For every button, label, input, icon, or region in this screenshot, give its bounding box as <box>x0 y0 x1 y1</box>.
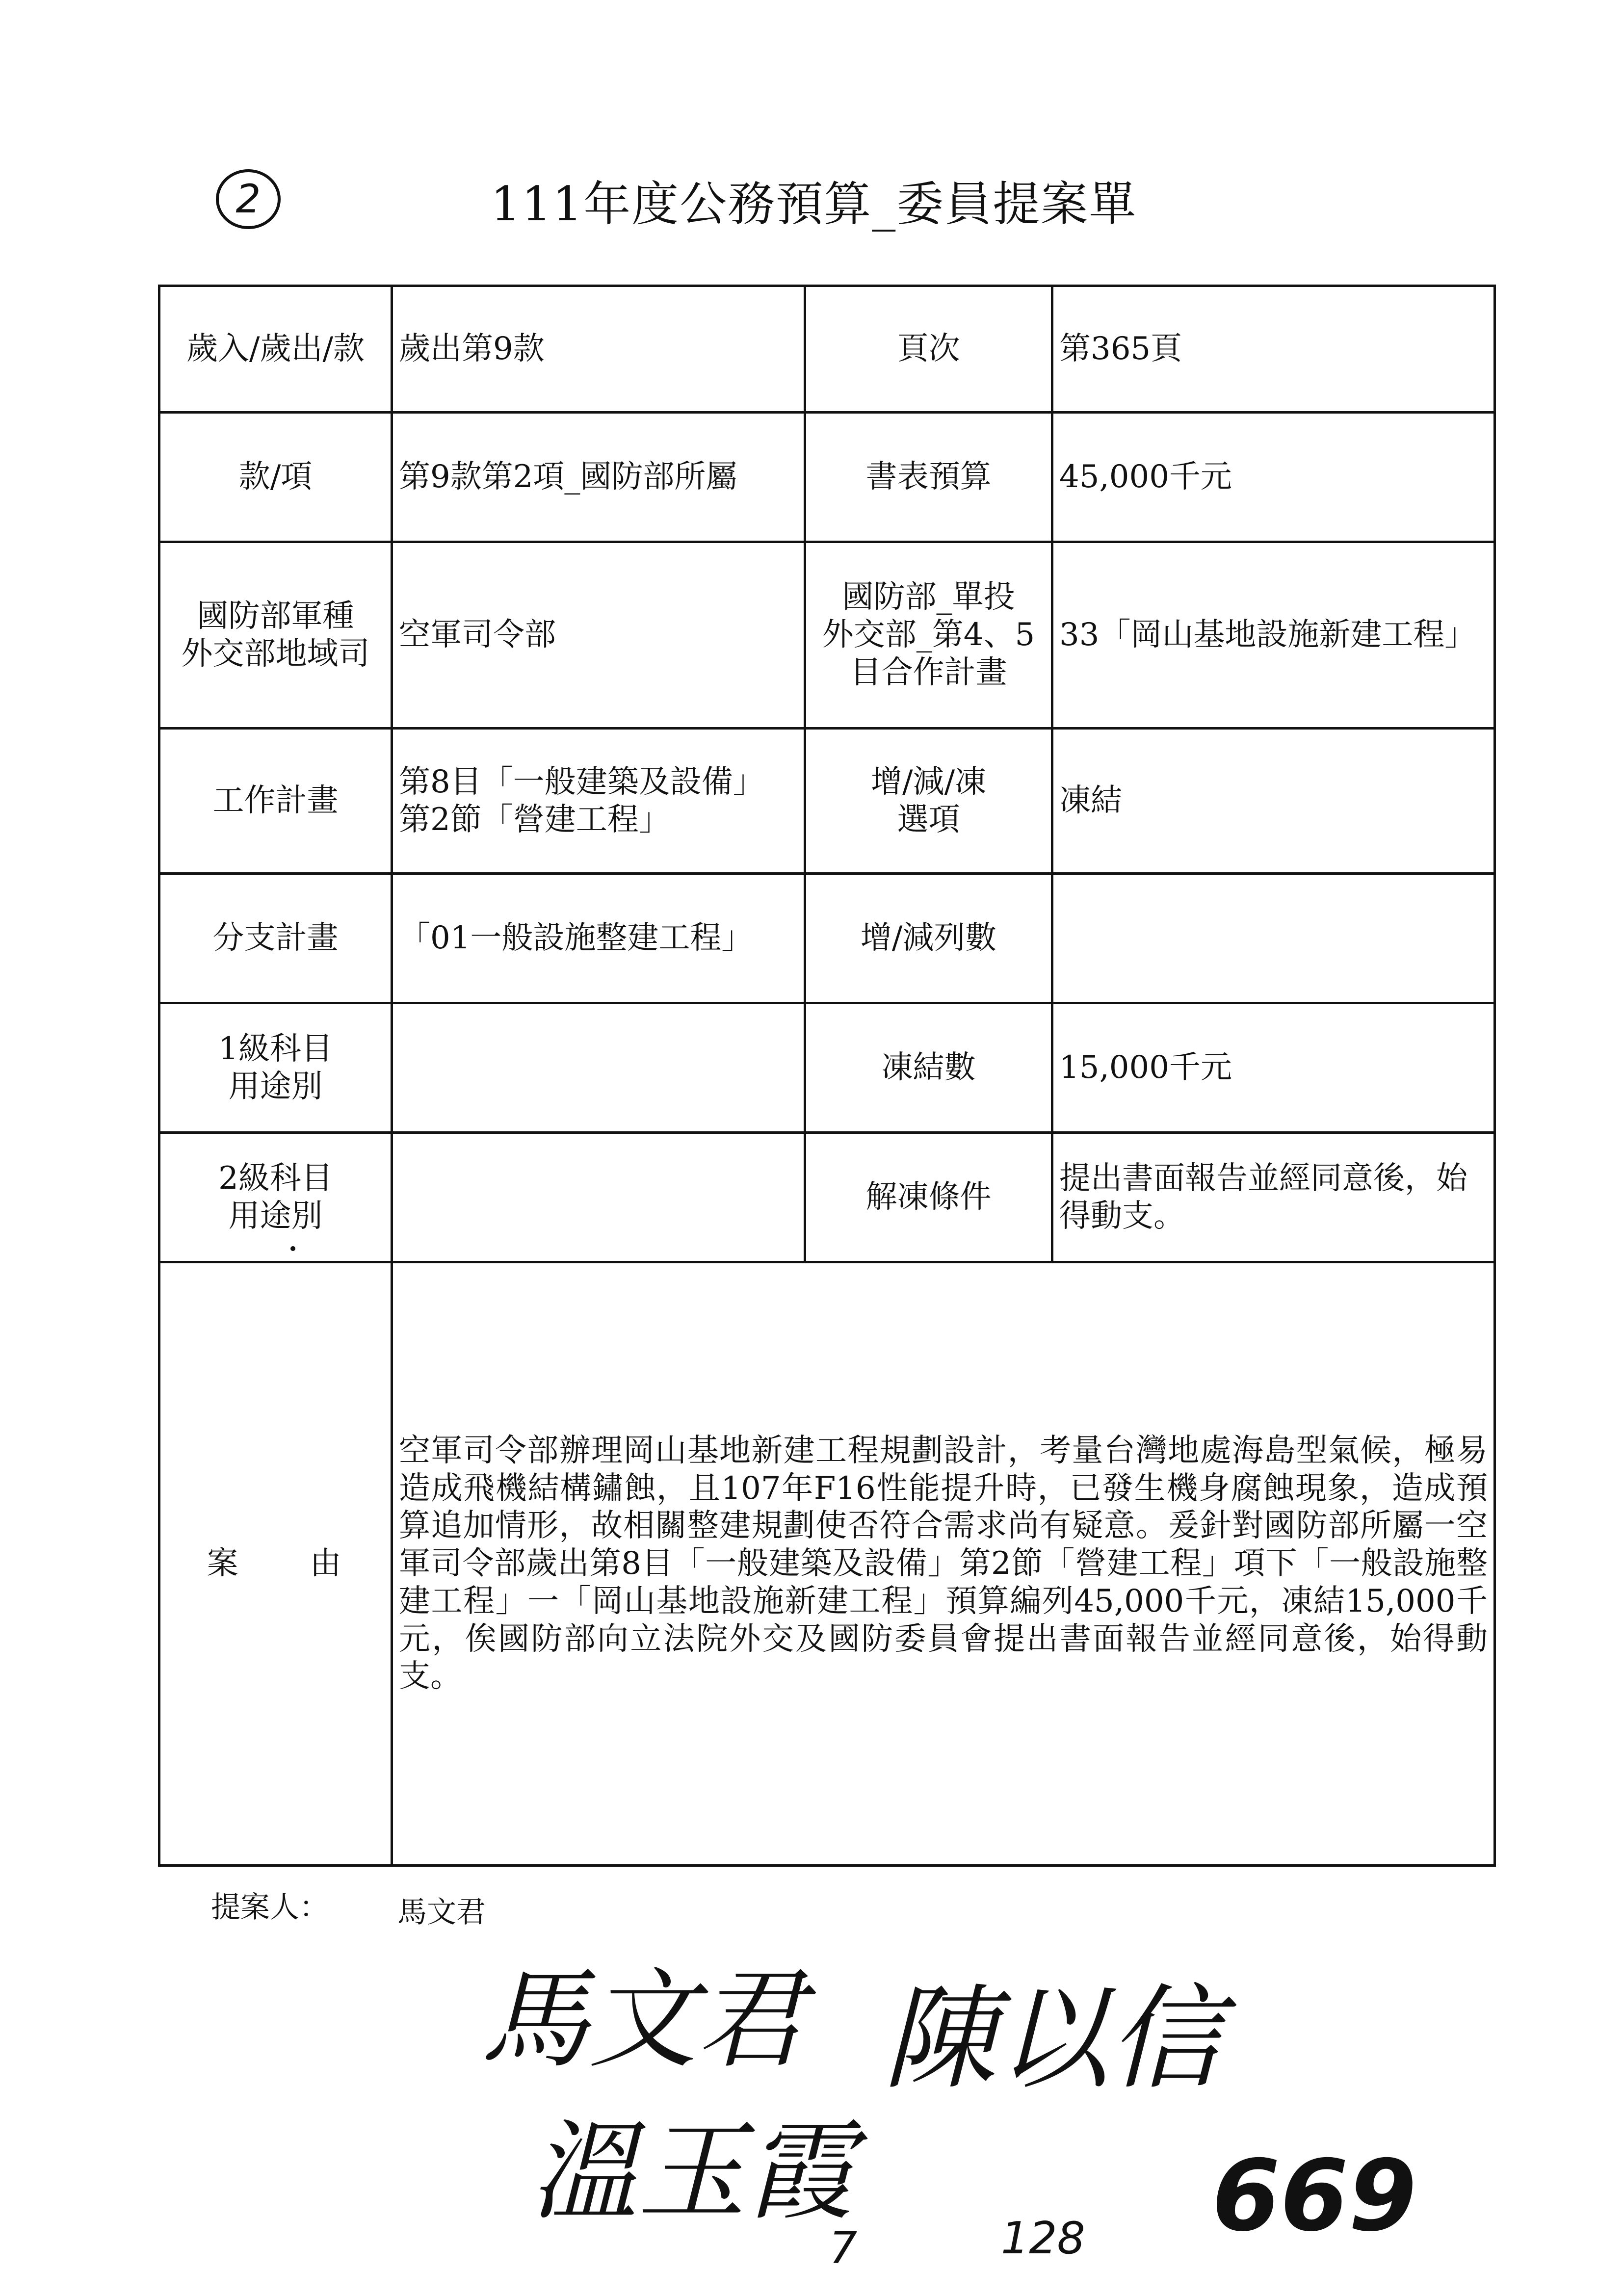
value-military-branch: 空軍司令部 <box>392 542 805 729</box>
stray-mark <box>290 1246 295 1251</box>
table-row <box>159 729 1495 874</box>
table-row <box>159 874 1495 1003</box>
proposal-form-table <box>158 285 1496 1867</box>
reason-text: 空軍司令部辦理岡山基地新建工程規劃設計，考量台灣地處海島型氣候，極易造成飛機結構鏽蝕，且107年F16性能提升時，已發生機身腐蝕現象，造成預算追加情形，故相關整建規劃使否符合需求尚有疑意。爰針對國防部所屬一空軍司令部歲出第8目「一般建築及設備」第2節「營建工程」項下「一般設施整建工程」一「岡山基地設施新建工程」預算編列45,000千元，凍結15,000千元，俟國防部向立法院外交及國防委員會提出書面報告並經同意後，始得動支。 <box>392 1262 1495 1866</box>
label-income-expense: 歲入/歲出/款 <box>159 286 392 413</box>
label-option: 增/減/凍 選項 <box>805 729 1052 874</box>
table-row <box>159 286 1495 413</box>
label-adjustment: 增/減列數 <box>805 874 1052 1003</box>
table-row <box>159 542 1495 729</box>
label-unfreeze-condition: 解凍條件 <box>805 1133 1052 1262</box>
value-budget: 45,000千元 <box>1052 413 1495 542</box>
signature-2: 陳以信 <box>883 1974 1222 2105</box>
value-work-plan: 第8目「一般建築及設備」 第2節「營建工程」 <box>392 729 805 874</box>
value-unfreeze-condition: 提出書面報告並經同意後，始得動支。 <box>1052 1133 1495 1262</box>
label-level1-subject: 1級科目 用途別 <box>159 1003 392 1133</box>
handwritten-note-7: 7 <box>829 2222 858 2274</box>
value-frozen-amount: 15,000千元 <box>1052 1003 1495 1133</box>
value-adjustment <box>1052 874 1495 1003</box>
value-page: 第365頁 <box>1052 286 1495 413</box>
value-income-expense: 歲出第9款 <box>392 286 805 413</box>
handwritten-page-number: 669 <box>1212 2139 1417 2253</box>
proposer-name: 馬文君 <box>397 1895 486 1930</box>
signature-1: 馬文君 <box>481 1957 805 2083</box>
table-row <box>159 1003 1495 1133</box>
label-budget: 書表預算 <box>805 413 1052 542</box>
label-frozen-amount: 凍結數 <box>805 1003 1052 1133</box>
value-option: 凍結 <box>1052 729 1495 874</box>
label-branch-plan: 分支計畫 <box>159 874 392 1003</box>
label-reason: 案 由 <box>159 1262 392 1866</box>
value-cooperation-plan: 33「岡山基地設施新建工程」 <box>1052 542 1495 729</box>
table-row <box>159 1133 1495 1262</box>
value-level2-subject <box>392 1133 805 1262</box>
label-level2-subject: 2級科目 用途別 <box>159 1133 392 1262</box>
value-section-item: 第9款第2項_國防部所屬 <box>392 413 805 542</box>
signature-3: 溫玉霞 <box>530 2109 854 2235</box>
label-work-plan: 工作計畫 <box>159 729 392 874</box>
table-row <box>159 1262 1495 1866</box>
circled-number: 2 <box>216 169 281 229</box>
label-section-item: 款/項 <box>159 413 392 542</box>
proposer-label: 提案人： <box>211 1890 329 1925</box>
handwritten-note-128: 128 <box>1001 2213 1085 2264</box>
label-military-branch: 國防部軍種 外交部地域司 <box>159 542 392 729</box>
value-branch-plan: 「01一般設施整建工程」 <box>392 874 805 1003</box>
label-page: 頁次 <box>805 286 1052 413</box>
table-row <box>159 413 1495 542</box>
page-title: 111年度公務預算_委員提案單 <box>491 177 1137 232</box>
value-level1-subject <box>392 1003 805 1133</box>
label-cooperation-plan: 國防部_單投 外交部_第4、5 目合作計畫 <box>805 542 1052 729</box>
